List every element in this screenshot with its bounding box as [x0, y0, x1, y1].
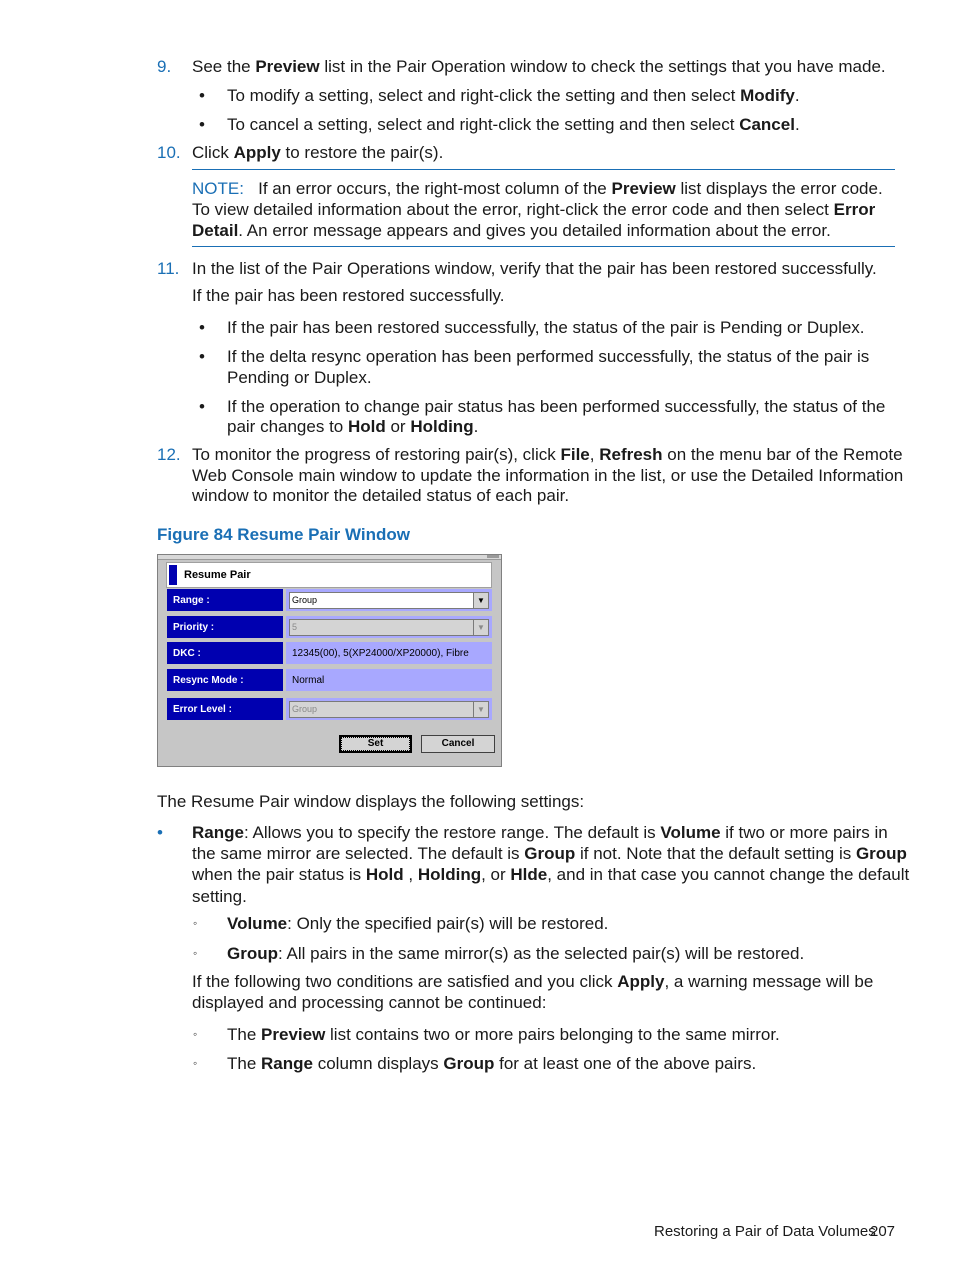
step-11-number: 11.	[157, 259, 180, 278]
error-level-select	[289, 701, 489, 718]
range-select-value: Group	[292, 595, 318, 605]
priority-select-value: 5	[292, 622, 298, 632]
cancel-button[interactable]: Cancel	[421, 735, 495, 753]
step-11-bullet-3-line-2: pair changes to Hold or Holding.	[227, 417, 479, 436]
page-number: 207	[870, 1223, 896, 1240]
conditions-line-1: If the following two conditions are satisfied and you click Apply, a warning message will be	[192, 972, 874, 991]
range-desc-line-4: setting.	[192, 887, 247, 906]
condition-1: The Preview list contains two or more pairs belonging to the same mirror.	[227, 1025, 780, 1044]
step-10-number: 10.	[157, 143, 181, 162]
step-11-subtext: If the pair has been restored successfully.	[192, 286, 505, 305]
dkc-value: 12345(00), 5(XP24000/XP20000), Fibre	[286, 642, 492, 664]
error-level-label: Error Level :	[167, 698, 283, 720]
priority-select	[289, 619, 489, 636]
resync-mode-value: Normal	[286, 669, 492, 691]
window-top-bar	[158, 555, 501, 560]
circle-bullet-glyph: ◦	[193, 916, 198, 930]
step-12-number: 12.	[157, 445, 181, 464]
range-desc-line-3: when the pair status is Hold , Holding, or Hlde, and in that case you cannot change the default	[192, 865, 910, 884]
figure-caption: Figure 84 Resume Pair Window	[157, 525, 411, 544]
resume-pair-window	[157, 554, 502, 767]
range-dropdown-icon[interactable]: ▼	[473, 593, 488, 608]
bullet-glyph: •	[199, 397, 205, 416]
circle-bullet-glyph: ◦	[193, 946, 198, 960]
bullet-glyph: •	[157, 823, 163, 842]
window-corner-button[interactable]	[487, 555, 499, 558]
step-11-bullet-2-line-1: If the delta resync operation has been performed successfully, the status of the pair is	[227, 347, 870, 366]
header-marker	[169, 565, 177, 585]
window-header-title: Resume Pair	[184, 569, 251, 581]
step-12-line-3: window to monitor the detailed status of each pair.	[192, 486, 570, 505]
step-9-number: 9.	[157, 57, 172, 76]
step-9-text: See the Preview list in the Pair Operation window to check the settings that you have made.	[192, 57, 886, 76]
step-11-text: In the list of the Pair Operations window, verify that the pair has been restored successfully.	[192, 259, 877, 278]
condition-2: The Range column displays Group for at least one of the above pairs.	[227, 1054, 757, 1073]
step-12-line-2: Web Console main window to update the information in the list, or use the Detailed Information	[192, 466, 904, 485]
note-line-2: To view detailed information about the error, right-click the error code and then select Error	[192, 200, 876, 219]
resync-mode-label: Resync Mode :	[167, 669, 283, 691]
circle-bullet-glyph: ◦	[193, 1056, 198, 1070]
error-level-select-value: Group	[292, 704, 318, 714]
footer-title: Restoring a Pair of Data Volumes	[654, 1223, 876, 1240]
note-rule-bottom	[192, 246, 895, 247]
error-level-dropdown-icon: ▼	[473, 702, 488, 717]
step-11-bullet-1: If the pair has been restored successfully, the status of the pair is Pending or Duplex.	[227, 318, 865, 337]
bullet-glyph: •	[199, 318, 205, 337]
range-option-volume: Volume: Only the specified pair(s) will be restored.	[227, 914, 609, 933]
conditions-line-2: displayed and processing cannot be continued:	[192, 993, 547, 1012]
window-header	[166, 562, 492, 588]
note-line-3: Detail. An error message appears and gives you detailed information about the error.	[192, 221, 831, 240]
range-label: Range :	[167, 589, 283, 611]
bullet-glyph: •	[199, 347, 205, 366]
note-label: NOTE:	[192, 179, 244, 198]
step-11-bullet-3-line-1: If the operation to change pair status has been performed successfully, the status of the	[227, 397, 886, 416]
step-12-line-1: To monitor the progress of restoring pair(s), click File, Refresh on the menu bar of the Remote	[192, 445, 903, 464]
bullet-glyph: •	[199, 115, 205, 134]
priority-label: Priority :	[167, 616, 283, 638]
dkc-label: DKC :	[167, 642, 283, 664]
step-11-bullet-2-line-2: Pending or Duplex.	[227, 368, 372, 387]
note-rule-top	[192, 169, 895, 170]
step-9-bullet-modify: To modify a setting, select and right-click the setting and then select Modify.	[227, 86, 800, 105]
range-desc-line-1: Range: Allows you to specify the restore range. The default is Volume if two or more pairs in	[192, 823, 888, 842]
step-9-bullet-cancel: To cancel a setting, select and right-click the setting and then select Cancel.	[227, 115, 800, 134]
note-line-1: NOTE: If an error occurs, the right-most column of the Preview list displays the error code.	[192, 179, 883, 198]
range-option-group: Group: All pairs in the same mirror(s) as the selected pair(s) will be restored.	[227, 944, 805, 963]
settings-intro: The Resume Pair window displays the following settings:	[157, 792, 585, 811]
range-desc-line-2: the same mirror are selected. The default is Group if not. Note that the default setting is Group	[192, 844, 907, 863]
range-select[interactable]	[289, 592, 489, 609]
set-button[interactable]: Set	[339, 735, 412, 753]
priority-dropdown-icon: ▼	[473, 620, 488, 635]
circle-bullet-glyph: ◦	[193, 1027, 198, 1041]
bullet-glyph: •	[199, 86, 205, 105]
step-10-text: Click Apply to restore the pair(s).	[192, 143, 444, 162]
